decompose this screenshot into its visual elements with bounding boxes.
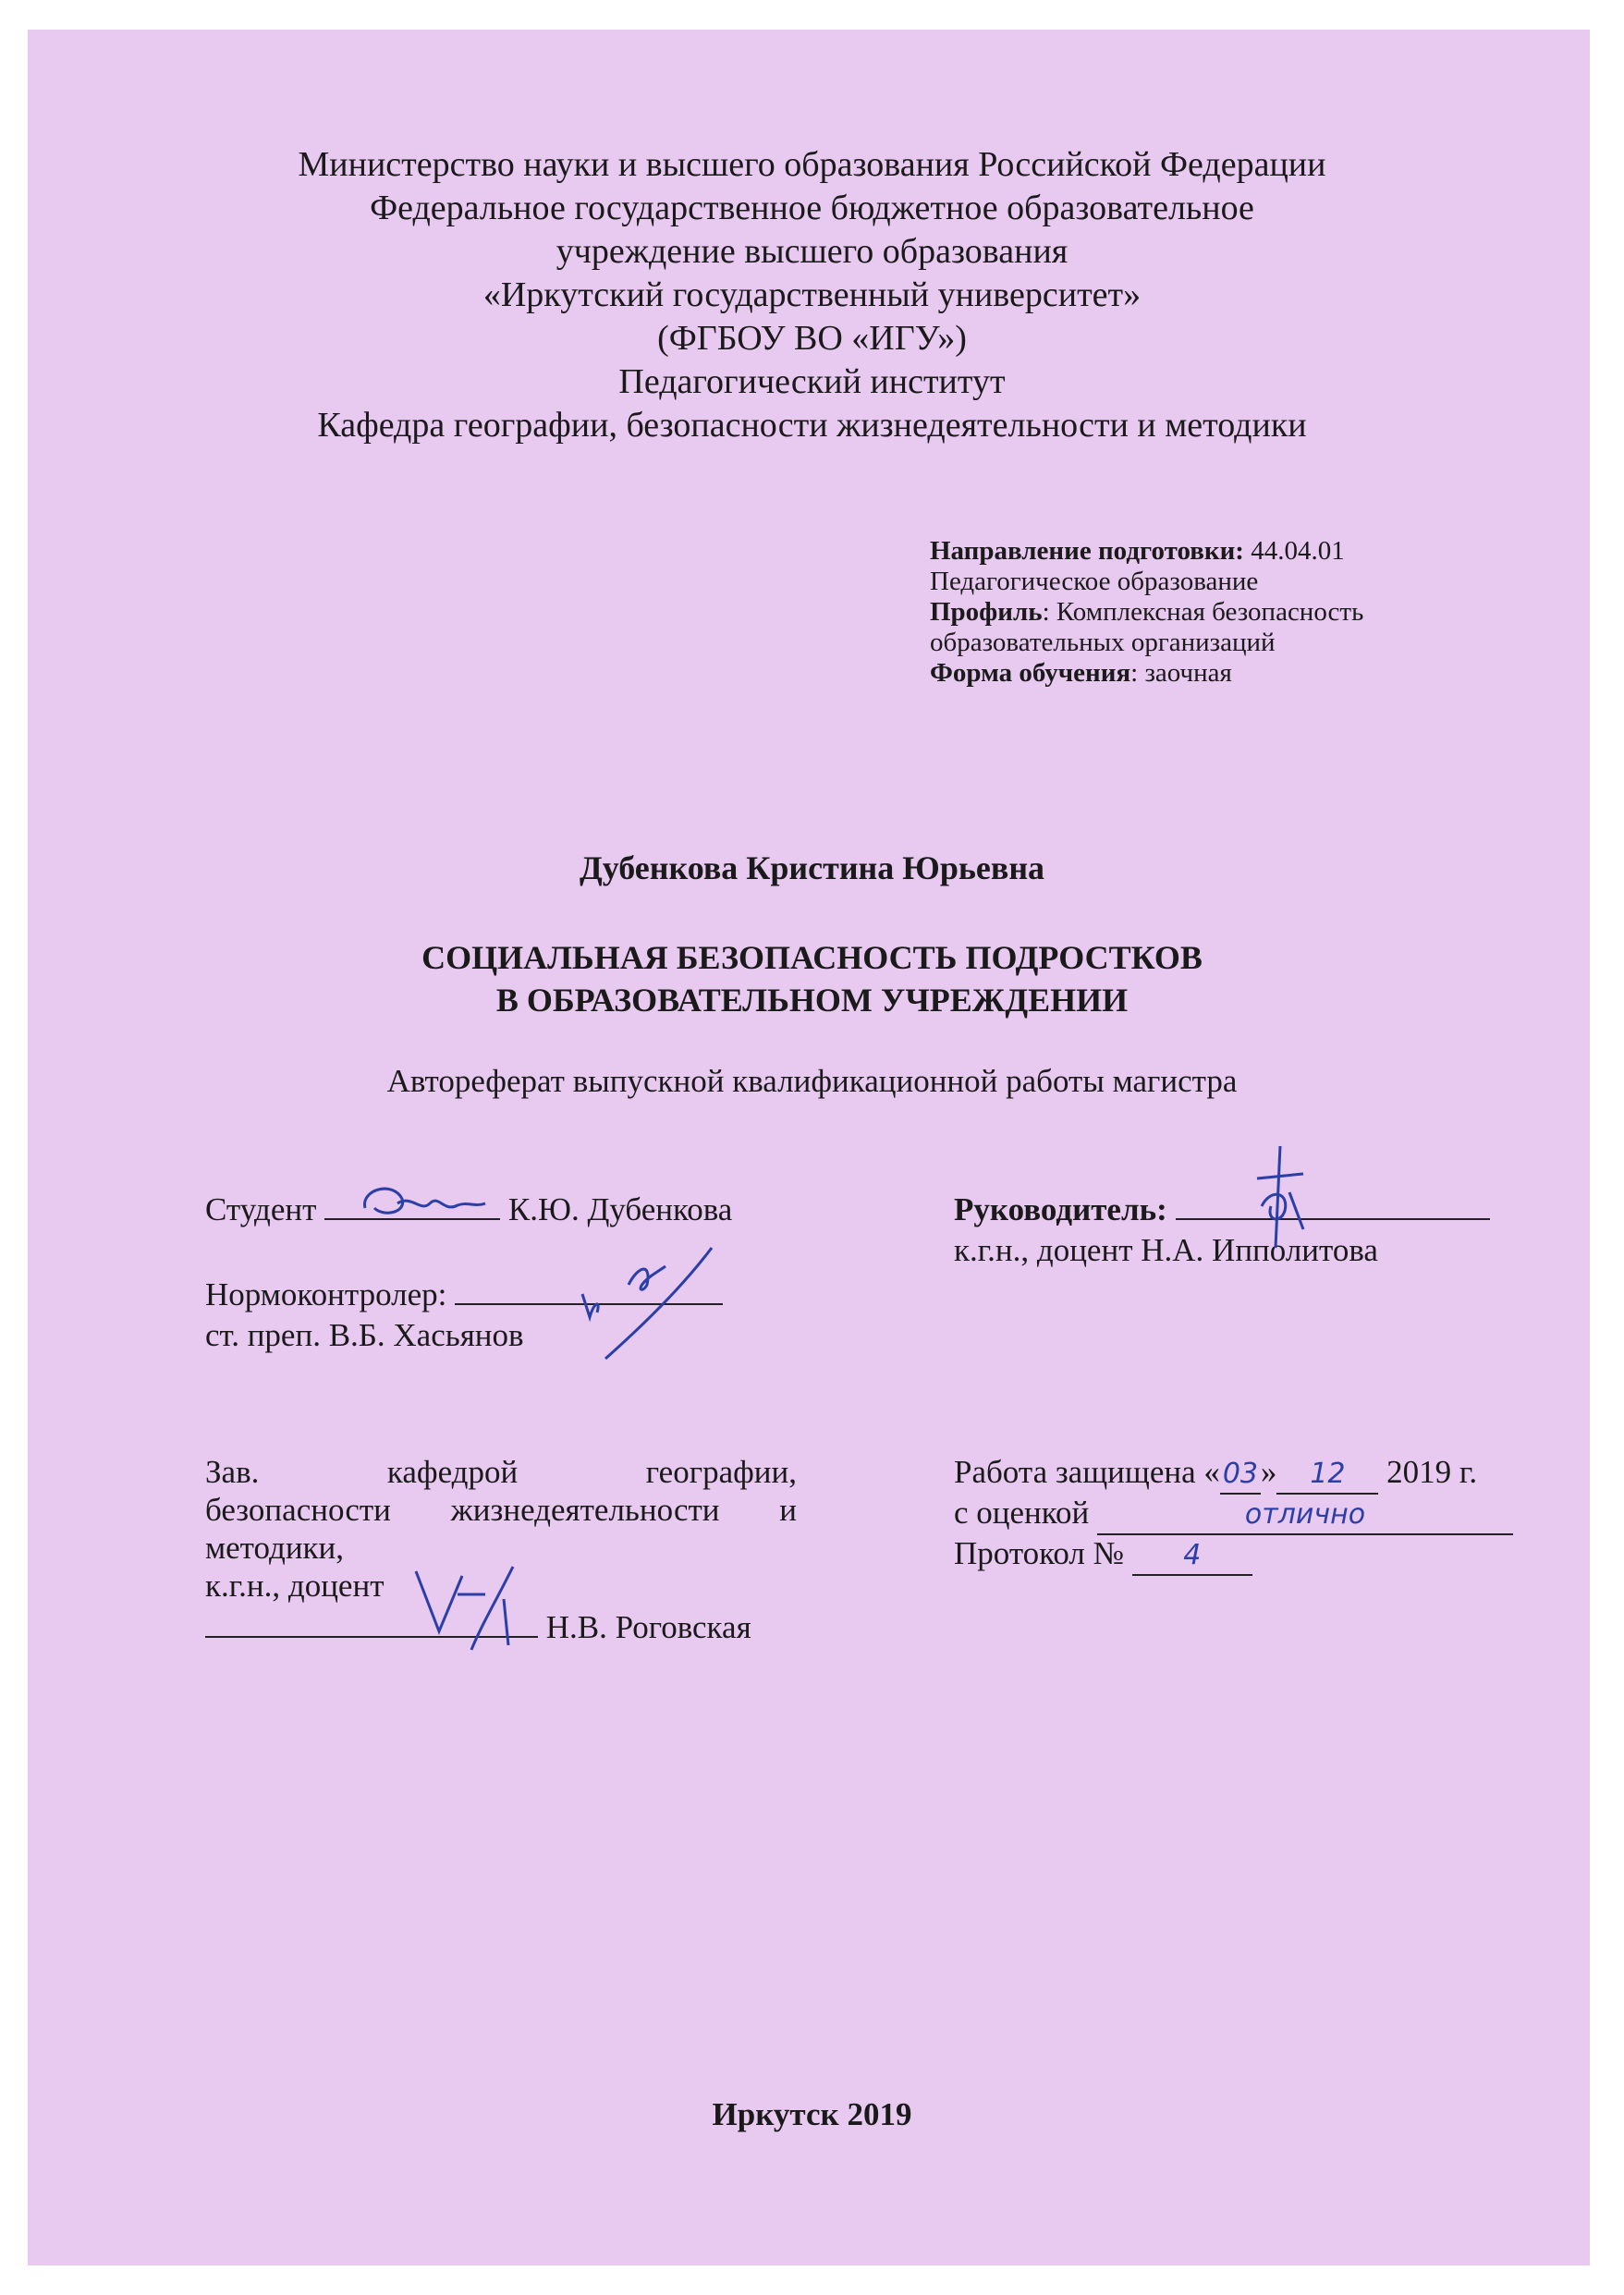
thesis-title — [0, 936, 1624, 1021]
head-line-3: методики, — [205, 1530, 345, 1566]
defense-day: 03 — [1222, 1458, 1258, 1490]
form-label: Форма обучения — [930, 658, 1131, 688]
author-name: Дубенкова Кристина Юрьевна — [579, 849, 1045, 886]
header-federal: Федеральное государственное бюджетное образовательное — [370, 189, 1254, 227]
normcontrol-label: Нормоконтролер: — [205, 1276, 447, 1312]
head-line-4: к.г.н., доцент — [205, 1568, 385, 1604]
protocol-label: Протокол № — [954, 1535, 1125, 1571]
form-value: : заочная — [1130, 658, 1232, 688]
supervisor-name: к.г.н., доцент Н.А. Ипполитова — [954, 1232, 1378, 1268]
student-label: Студент — [205, 1191, 317, 1227]
direction-label: Направление подготовки: — [930, 536, 1244, 566]
header-university: «Иркутский государственный университет» — [482, 275, 1142, 314]
direction-code: 44.04.01 — [1243, 536, 1345, 566]
normcontrol-name: ст. преп. В.Б. Хасьянов — [205, 1317, 524, 1353]
supervisor-signature — [1239, 1137, 1322, 1257]
profile-label: Профиль — [930, 597, 1043, 627]
defense-date-field — [954, 1453, 1477, 1495]
grade-value: отлично — [1244, 1498, 1366, 1531]
supervisor-field — [954, 1190, 1490, 1228]
defense-year: 2019 г. — [1386, 1454, 1478, 1490]
protocol-field — [954, 1534, 1252, 1576]
normcontrol-signature — [564, 1239, 739, 1368]
defense-prefix: Работа защищена « — [954, 1454, 1220, 1490]
profile-value-cont: образовательных организаций — [930, 628, 1276, 657]
head-name: Н.В. Роговская — [545, 1609, 751, 1645]
study-specs — [930, 536, 1503, 689]
city-year: Иркутск 2019 — [712, 2096, 912, 2132]
defense-mid: » — [1260, 1454, 1277, 1490]
document-subtitle: Автореферат выпускной квалификационной работы магистра — [386, 1063, 1238, 1099]
supervisor-label: Руководитель: — [954, 1191, 1167, 1227]
supervisor-signature-line — [1176, 1190, 1490, 1220]
institution-header — [0, 143, 1624, 447]
header-ministry: Министерство науки и высшего образования Российской Федерации — [298, 145, 1326, 184]
direction-name: Педагогическое образование — [930, 567, 1259, 596]
head-line-1: Зав. кафедрой географии, — [205, 1454, 797, 1490]
title-line-1: СОЦИАЛЬНАЯ БЕЗОПАСНОСТЬ ПОДРОСТКОВ — [421, 939, 1203, 976]
head-signature — [407, 1562, 536, 1654]
header-abbrev: (ФГБОУ ВО «ИГУ») — [657, 319, 967, 358]
student-signature — [356, 1176, 495, 1231]
defense-grade-field — [954, 1494, 1513, 1535]
student-name: К.Ю. Дубенкова — [507, 1191, 733, 1227]
title-line-2: В ОБРАЗОВАТЕЛЬНОМ УЧРЕЖДЕНИИ — [495, 982, 1129, 1019]
head-line-2: безопасности жизнедеятельности и — [205, 1492, 797, 1528]
header-institution: учреждение высшего образования — [556, 232, 1068, 271]
header-institute: Педагогический институт — [618, 362, 1006, 401]
protocol-number: 4 — [1183, 1539, 1202, 1571]
profile-value: : Комплексная безопасность — [1042, 597, 1364, 627]
defense-month: 12 — [1310, 1458, 1346, 1490]
grade-label: с оценкой — [954, 1495, 1090, 1531]
header-department: Кафедра географии, безопасности жизнедеятельности и методики — [317, 406, 1307, 445]
